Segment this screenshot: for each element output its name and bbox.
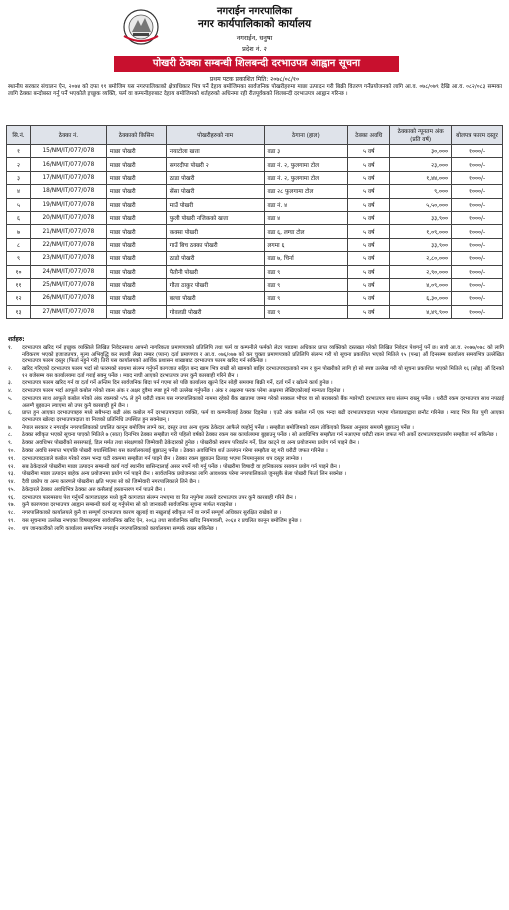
- table-cell: ५ वर्ष: [348, 225, 390, 238]
- term-text: दरभाउपत्रदाताले कबोल गरेको रकम भन्दा घटी रकममा सम्झौता गर्न पाइने छैन । ठेक्का रकम बुझाउन ढिलाइ भएमा नियमानुसार थप दस्तुर लाग्नेछ ।: [22, 455, 303, 462]
- table-cell: माछा पोखरी: [106, 305, 166, 318]
- table-row: [7, 278, 503, 291]
- term-item: [8, 380, 504, 387]
- table-cell: 27/NM/IT/077/078: [30, 305, 106, 318]
- term-item: [8, 448, 504, 455]
- table-cell: माछा पोखरी: [106, 145, 166, 158]
- table-cell: 16/NM/IT/077/078: [30, 158, 106, 171]
- table-cell: ५ वर्ष: [348, 211, 390, 224]
- table-cell: 26/NM/IT/077/078: [30, 292, 106, 305]
- table-cell: वडा ९: [264, 278, 348, 291]
- table-cell: ३३,९००: [390, 238, 452, 251]
- table-cell: गोवलडी पोखरी: [166, 305, 264, 318]
- term-text: दरभाउपत्र साथ आफूले कबोल गरेको अंक रकमको ५% ले हुने धरौटी रकम यस नगरपालिकाको नाममा रहेको बैंक खातामा जम्मा गरेको सक्कल भौचर वा सो बराबरको बैंक ग्यारेण्टी दरभाउपत्र साथ संलग्न राख्नु पर्नेछ । धरौटी रकम दरभाउपत्र साथ नपठाई अलग्गै बुझाउन ल्याएमा सो उपर कुनै कारबाही हुने छैन ।: [22, 395, 504, 409]
- term-item: [8, 456, 504, 463]
- term-text: ठेक्का अवधि समाप्त भएपछि पोखरी यथास्थितिमा यस कार्यालयलाई बुझाउनु पर्नेछ । ठेक्का अवधिभित्र शर्त उल्लंघन गरेमा सम्झौता रद्द गरी धरौटी जफत गरिनेछ ।: [22, 448, 328, 454]
- table-cell: ५ वर्ष: [348, 198, 390, 211]
- term-text: दरभाउपत्र फारम भर्दा आफूले कबोल गरेको रकम अंक र अक्षर दुवैमा स्पष्ट हुने गरी उल्लेख गर्नुपर्नेछ । अंक र अक्षरमा फरक परेमा अक्षरमा लेखिएकोलाई मान्यता दिइनेछ ।: [22, 388, 345, 395]
- table-cell: १०००/-: [452, 198, 503, 211]
- term-text: दरभाउपत्र फारमसाथ पेश गर्नुपर्ने कागजातहरु मध्ये कुनै कागजात संलग्न नभएमा वा रित नपुगेमा त्यस्तो दरभाउपत्र उपर कुनै कारबाही गरिने छैन ।: [22, 494, 297, 501]
- table-cell: वडा नं. २, फुलगामा टोल: [264, 158, 348, 171]
- table-cell: वडा ९: [264, 292, 348, 305]
- term-number: ६.: [8, 410, 13, 417]
- term-text: दरभाउपत्र फारम खरिद गर्न वा दर्ता गर्ने अन्तिम दिन सार्वजनिक बिदा पर्न गएमा सो पछि कार्यालय खुल्ने दिन सोही समयमा बिक्री गर्ने, दर्ता गर्ने र खोल्ने कार्य हुनेछ ।: [22, 380, 333, 387]
- term-number: १६.: [8, 494, 16, 501]
- table-cell: ५ वर्ष: [348, 185, 390, 198]
- table-header-cell: ठेगाना (हाल): [264, 126, 348, 145]
- terms-title: शर्तहरु:: [8, 336, 25, 343]
- table-row: [7, 305, 503, 318]
- table-cell: १०००/-: [452, 158, 503, 171]
- table-cell: नयाटोला खत्ता: [166, 145, 264, 158]
- table-cell: १०००/-: [452, 265, 503, 278]
- term-number: १८.: [8, 510, 16, 517]
- table-cell: वडा नं. ४: [264, 198, 348, 211]
- table-cell: 21/NM/IT/077/078: [30, 225, 106, 238]
- table-cell: १०००/-: [452, 238, 503, 251]
- table-cell: १०००/-: [452, 278, 503, 291]
- term-item: [8, 410, 504, 423]
- table-cell: ७: [7, 225, 31, 238]
- table-row: [7, 211, 503, 224]
- table-cell: १०००/-: [452, 145, 503, 158]
- term-item: [8, 495, 504, 502]
- term-text: दैवी प्रकोप वा अन्य कारणले पोखरीमा क्षति भएमा सो को जिम्मेवारी नगरपालिकाले लिने छैन ।: [22, 479, 200, 486]
- table-cell: ९: [7, 252, 31, 265]
- table-cell: १,४४,०००: [390, 171, 452, 184]
- term-number: १०.: [8, 448, 16, 454]
- term-number: १७.: [8, 502, 16, 509]
- term-text: थप जानकारीको लागि कार्यालय समयभित्र नगराईन नगरपालिकाको कार्यालयमा सम्पर्क राख्न सकिनेछ ।: [22, 525, 218, 532]
- publish-date: प्रथम पटक प्रकाशित मिति: २०७८/०८/१०: [209, 76, 300, 83]
- table-cell: 23/NM/IT/077/078: [30, 252, 106, 265]
- table-cell: १,०९,०००: [390, 225, 452, 238]
- term-item: [8, 471, 504, 478]
- term-item: [8, 388, 504, 395]
- table-cell: लगमा ६: [264, 238, 348, 251]
- term-text: कुनै कारणवश दरभाउपत्र आह्वान सम्बन्धी कार्य रद्द गर्नुपरेमा सो को जानकारी सार्वजनिक सूचना मार्फत गराइनेछ ।: [22, 502, 236, 509]
- table-cell: ५ वर्ष: [348, 252, 390, 265]
- table-cell: १०: [7, 265, 31, 278]
- table-cell: ५ वर्ष: [348, 158, 390, 171]
- table-header-cell: ठेक्काको किसिम: [106, 126, 166, 145]
- table-cell: माछा पोखरी: [106, 265, 166, 278]
- table-cell: वडा नं. २, फुलगामा टोल: [264, 171, 348, 184]
- table-cell: वडा ३: [264, 145, 348, 158]
- table-cell: 25/NM/IT/077/078: [30, 278, 106, 291]
- table-cell: माछा पोखरी: [106, 225, 166, 238]
- term-text: यस सूचनामा उल्लेख नभएका विषयहरुमा सार्वजनिक खरिद ऐन, २०६३ तथा सार्वजनिक खरिद नियमावली, २०६४ र प्रचलित कानून बमोजिम हुनेछ ।: [22, 518, 302, 525]
- term-number: ३.: [8, 380, 13, 387]
- term-item: [8, 479, 504, 486]
- term-number: १.: [8, 345, 13, 351]
- table-cell: ४,४९,९००: [390, 305, 452, 318]
- table-cell: ८: [7, 238, 31, 251]
- table-cell: 24/NM/IT/077/078: [30, 265, 106, 278]
- term-number: ४.: [8, 388, 13, 395]
- table-cell: फुली पोखरी नजिकको खत्ता: [166, 211, 264, 224]
- term-number: ७.: [8, 424, 13, 431]
- table-cell: वडा ६, लग्घा टोल: [264, 225, 348, 238]
- table-cell: ठाडा पोखरी: [166, 171, 264, 184]
- table-cell: पैतौनी पोखरी: [166, 265, 264, 278]
- notice-title: पोखरी ठेक्का सम्बन्धी शिलबन्दी दरभाउपत्र आह्वान सूचना: [114, 56, 399, 72]
- table-cell: ठाडो पोखरी: [166, 252, 264, 265]
- table-cell: कक्सा पोखरी: [166, 225, 264, 238]
- term-item: [8, 440, 504, 447]
- table-cell: ३०,०००: [390, 145, 452, 158]
- table-cell: 19/NM/IT/077/078: [30, 198, 106, 211]
- table-cell: माछा पोखरी: [106, 238, 166, 251]
- table-cell: माउँ पोखरी: [166, 198, 264, 211]
- term-item: [8, 487, 504, 494]
- table-row: [7, 225, 503, 238]
- term-text: ठेकेदारले ठेक्का अवधिभित्र ठेक्का अरु कसैलाई हस्तान्तरण गर्न पाउने छैन ।: [22, 486, 166, 493]
- term-item: [8, 502, 504, 509]
- table-cell: १०००/-: [452, 185, 503, 198]
- table-cell: ५ वर्ष: [348, 265, 390, 278]
- table-cell: ५ वर्ष: [348, 145, 390, 158]
- office-name-line2: नगर कार्यपालिकाको कार्यालय: [197, 18, 312, 30]
- term-number: २.: [8, 365, 13, 372]
- table-cell: 17/NM/IT/077/078: [30, 171, 106, 184]
- term-text: पोखरीमा माछा उत्पादन बाहेक अन्य प्रयोजनमा प्रयोग गर्न पाइने छैन । सार्वजनिक प्रयोजनका लागि आवश्यक परेमा नगरपालिकाले जुनसुकै बेला पोखरी फिर्ता लिन सक्नेछ ।: [22, 471, 347, 478]
- table-cell: ६,३०,०००: [390, 292, 452, 305]
- table-cell: ५ वर्ष: [348, 292, 390, 305]
- terms-list: [8, 345, 504, 534]
- table-cell: ५ वर्ष: [348, 238, 390, 251]
- table-cell: १०००/-: [452, 305, 503, 318]
- table-cell: माछा पोखरी: [106, 278, 166, 291]
- table-row: [7, 265, 503, 278]
- table-cell: १०००/-: [452, 171, 503, 184]
- term-number: १२.: [8, 463, 16, 470]
- table-cell: २: [7, 158, 31, 171]
- term-number: ८.: [8, 432, 13, 439]
- table-cell: १०००/-: [452, 252, 503, 265]
- term-item: [8, 518, 504, 525]
- term-text: खरिद गरिएको दरभाउपत्र फारम भर्दा सो फारमको साथमा संलग्न गर्नुपर्ने कागजात सहित बन्द खाम भित्र राखी सो खामको बाहिर दरभाउपत्रदाताको नाम र कुन पोखरीको लागि हो सो स्पष्ट उल्लेख गरी यो सूचना प्रकाशित भएको मितिले १६ (सोह्र) औं दिनको १२ बजेसम्म यस कार्यालयमा दर्ता गराई सक्नु पर्नेछ । म्याद नाघी आएको दरभाउपत्र उपर कुनै कारबाही गरिने छैन ।: [22, 365, 504, 379]
- table-cell: १: [7, 145, 31, 158]
- term-item: [8, 510, 504, 517]
- term-text: नगरपालिकाको कार्यालयले कुनै वा सम्पूर्ण दरभाउपत्र कारण खुलाई वा नखुलाई स्वीकृत गर्ने वा नगर्ने सम्पूर्ण अधिकार सुरक्षित राखेको छ ।: [22, 510, 282, 517]
- term-text: सब ठेकेदारले पोखरीमा माछा उत्पादन सम्बन्धी कार्य गर्दा स्थानीय बासिन्दालाई असर नपर्ने गरी गर्नु पर्नेछ । पोखरीमा विषादी वा हानिकारक रसायन प्रयोग गर्न पाइने छैन ।: [22, 463, 341, 470]
- term-item: [8, 396, 504, 409]
- table-cell: माछा पोखरी: [106, 185, 166, 198]
- table-cell: ५ वर्ष: [348, 171, 390, 184]
- term-number: ११.: [8, 455, 16, 462]
- table-header-cell: ठेक्का अवधि: [348, 126, 390, 145]
- term-number: १३.: [8, 471, 16, 478]
- table-cell: ५ वर्ष: [348, 305, 390, 318]
- table-cell: ३३,९००: [390, 211, 452, 224]
- table-cell: 18/NM/IT/077/078: [30, 185, 106, 198]
- table-header-cell: सि.नं.: [7, 126, 31, 145]
- term-text: ठेक्का स्वीकृत भएको सूचना पाएको मितिले ७ (सात) दिनभित्र ठेक्का सम्झौता गरी पहिलो वर्षको ठेक्का रकम यस कार्यालयमा बुझाउनु पर्नेछ । सो अवधिभित्र सम्झौता गर्न नआएमा धरौटी रकम जफत गरी अर्को दरभाउपत्रदातासँग सम्झौता गर्न सकिनेछ ।: [22, 432, 498, 439]
- term-item: [8, 425, 504, 432]
- term-text: ठेक्का अवधिभर पोखरीको सरसफाई, डिल मर्मत तथा संरक्षणको जिम्मेवारी ठेकेदारको हुनेछ । पोखरीको स्वरुप परिवर्तन गर्ने, डिल काट्ने वा अन्य प्रयोजनमा प्रयोग गर्न पाइने छैन ।: [22, 440, 360, 447]
- intro-paragraph: स्थानीय सरकार संचालन ऐन, २०७४ को दफा ११ बमोजिम यस नगरपालिकाको क्षेत्राधिकार भित्र पर्ने देहाय बमोजिमका सार्वजनिक पोखरीहरुमा माछा उत्पादन गरी बिक्री वितरण गर्नेप्रयोजनको लागि आ.व. ०७८/०७९ देखि आ.व. ०८२/०८३ सम्मका लागि ठेक्का बन्दोबस्त गर्नु पर्ने भएकोले इच्छुक व्यक्ति, फर्म वा कम्पनीहरुबाट देहाय बमोजिमको शर्तहरुको अधिनमा रही रीतपूर्वकको शिलबन्दी दरभाउपत्र आह्वान गरिन्छ ।: [8, 84, 502, 98]
- table-cell: ९,०००: [390, 185, 452, 198]
- table-cell: माछा पोखरी: [106, 211, 166, 224]
- table-row: [7, 158, 503, 171]
- term-text: नेपाल सरकार र नगराईन नगरपालिकाको प्रचलित कानून बमोजिम लाग्ने कर, दस्तुर तथा अन्य शुल्क ठेकेदार आफैले व्यहोर्नु पर्नेछ । सम्झौता बमोजिमको रकम तोकिएको किस्ता अनुसार समयमै बुझाउनु पर्नेछ ।: [22, 424, 414, 431]
- table-row: [7, 252, 503, 265]
- table-cell: बल्वा पोखरी: [166, 292, 264, 305]
- table-cell: सेंसा पोखरी: [166, 185, 264, 198]
- table-row: [7, 292, 503, 305]
- term-item: [8, 345, 504, 365]
- table-cell: सगरदीपा पोखरी २: [166, 158, 264, 171]
- table-cell: २३,०००: [390, 158, 452, 171]
- table-row: [7, 171, 503, 184]
- term-item: [8, 464, 504, 471]
- term-text: प्राप्त हुन आएका दरभाउपत्रहरु मध्ये सबैभन्दा बढी अंक कबोल गर्ने दरभाउपत्रदाता व्यक्ति, फर्म वा कम्पनीलाई ठेक्का दिइनेछ । एउटै अंक कबोल गर्ने एक भन्दा बढी दरभाउपत्रदाता भएमा गोलाप्रथाद्वारा छनौट गरिनेछ । म्याद भित्र रित पुगी आएका दरभाउपत्र खोल्दा दरभाउपत्रदाता वा निजको प्रतिनिधि उपस्थित हुन सक्नेछन् ।: [22, 410, 504, 423]
- office-province: प्रदेश नं. २: [242, 45, 267, 53]
- table-cell: माछा पोखरी: [106, 292, 166, 305]
- table-cell: वडा ९: [264, 265, 348, 278]
- table-cell: माछा पोखरी: [106, 158, 166, 171]
- table-cell: ११: [7, 278, 31, 291]
- table-cell: गौता ठाकुर पोखरी: [166, 278, 264, 291]
- table-cell: ४: [7, 185, 31, 198]
- table-cell: १०००/-: [452, 225, 503, 238]
- table-cell: १०००/-: [452, 211, 503, 224]
- table-cell: २,८०,०००: [390, 252, 452, 265]
- table-row: [7, 198, 503, 211]
- office-name-line1: नगराईन नगरपालिका: [217, 6, 292, 17]
- table-cell: ६: [7, 211, 31, 224]
- pond-contract-table: [6, 125, 503, 319]
- table-cell: गाउँ बिच ठक्का पोखरी: [166, 238, 264, 251]
- term-number: १९.: [8, 518, 16, 525]
- table-cell: वडा २८ फुलगामा टोल: [264, 185, 348, 198]
- term-number: १५.: [8, 486, 16, 493]
- table-header-cell: ठेक्काको न्यूनतम अंक (प्रति वर्ष): [390, 126, 452, 145]
- term-item: [8, 526, 504, 533]
- table-header-cell: बोलपत्र फारम दस्तुर: [452, 126, 503, 145]
- table-cell: ४,०९,०००: [390, 278, 452, 291]
- table-row: [7, 238, 503, 251]
- table-cell: ५ वर्ष: [348, 278, 390, 291]
- table-header-row: [7, 126, 503, 145]
- table-cell: १०००/-: [452, 292, 503, 305]
- table-cell: वडा ७, चिर्ना: [264, 252, 348, 265]
- table-cell: २,९०,०००: [390, 265, 452, 278]
- table-cell: १३: [7, 305, 31, 318]
- table-row: [7, 185, 503, 198]
- table-cell: माछा पोखरी: [106, 198, 166, 211]
- table-cell: माछा पोखरी: [106, 171, 166, 184]
- table-cell: ५,५०,०००: [390, 198, 452, 211]
- table-row: [7, 145, 503, 158]
- table-cell: 20/NM/IT/077/078: [30, 211, 106, 224]
- term-number: २०.: [8, 525, 16, 532]
- term-number: १४.: [8, 479, 16, 486]
- table-cell: १२: [7, 292, 31, 305]
- term-text: दरभाउपत्र खरिद गर्न इच्छुक व्यक्तिले लिखित निवेदनसाथ आफ्नो नागरिकता प्रमाणपत्रको प्रतिलिपि तथा फर्म वा कम्पनीले फर्मको लेटर प्याडमा अधिकार प्राप्त व्यक्तिको दस्तखत गरेको लिखित निवेदन पेशगर्नु पर्ने छ। साथै आ.व. २०७७/०७८ को लागि नविकरण भएको इजाजतपत्र, मूल्य अभिवृद्धि कर स्थायी लेखा नम्बर (प्यान) दर्ता प्रमाणपत्र र आ.व. ०७६/०७७ को कर चुक्ता प्रमाणपत्रको प्रतिलिपि संलग्न गरी यो सूचना प्रकाशित भएको मितिले १५ (पन्ध्र) औं दिनसम्म कार्यालय समयभित्र उल्लेखित दरभाउपत्र फारम दस्तुर (फिर्ता नहुने गरी) तिरी यस कार्यालयको आर्थिक प्रशासन शाखाबाट दरभाउपत्र फारम खरिद गर्न सकिनेछ ।: [22, 345, 504, 365]
- table-header-cell: ठेक्का नं.: [30, 126, 106, 145]
- term-item: [8, 432, 504, 439]
- table-cell: वडा ९: [264, 305, 348, 318]
- table-cell: माछा पोखरी: [106, 252, 166, 265]
- table-cell: 22/NM/IT/077/078: [30, 238, 106, 251]
- table-header-cell: पोखरीहरुको नाम: [166, 126, 264, 145]
- table-cell: ३: [7, 171, 31, 184]
- table-cell: 15/NM/IT/077/078: [30, 145, 106, 158]
- table-cell: ५: [7, 198, 31, 211]
- term-number: ५.: [8, 395, 13, 402]
- term-number: ९.: [8, 440, 13, 447]
- table-cell: वडा ४: [264, 211, 348, 224]
- term-item: [8, 366, 504, 379]
- office-address: नगराईन, धनुषा: [236, 34, 273, 42]
